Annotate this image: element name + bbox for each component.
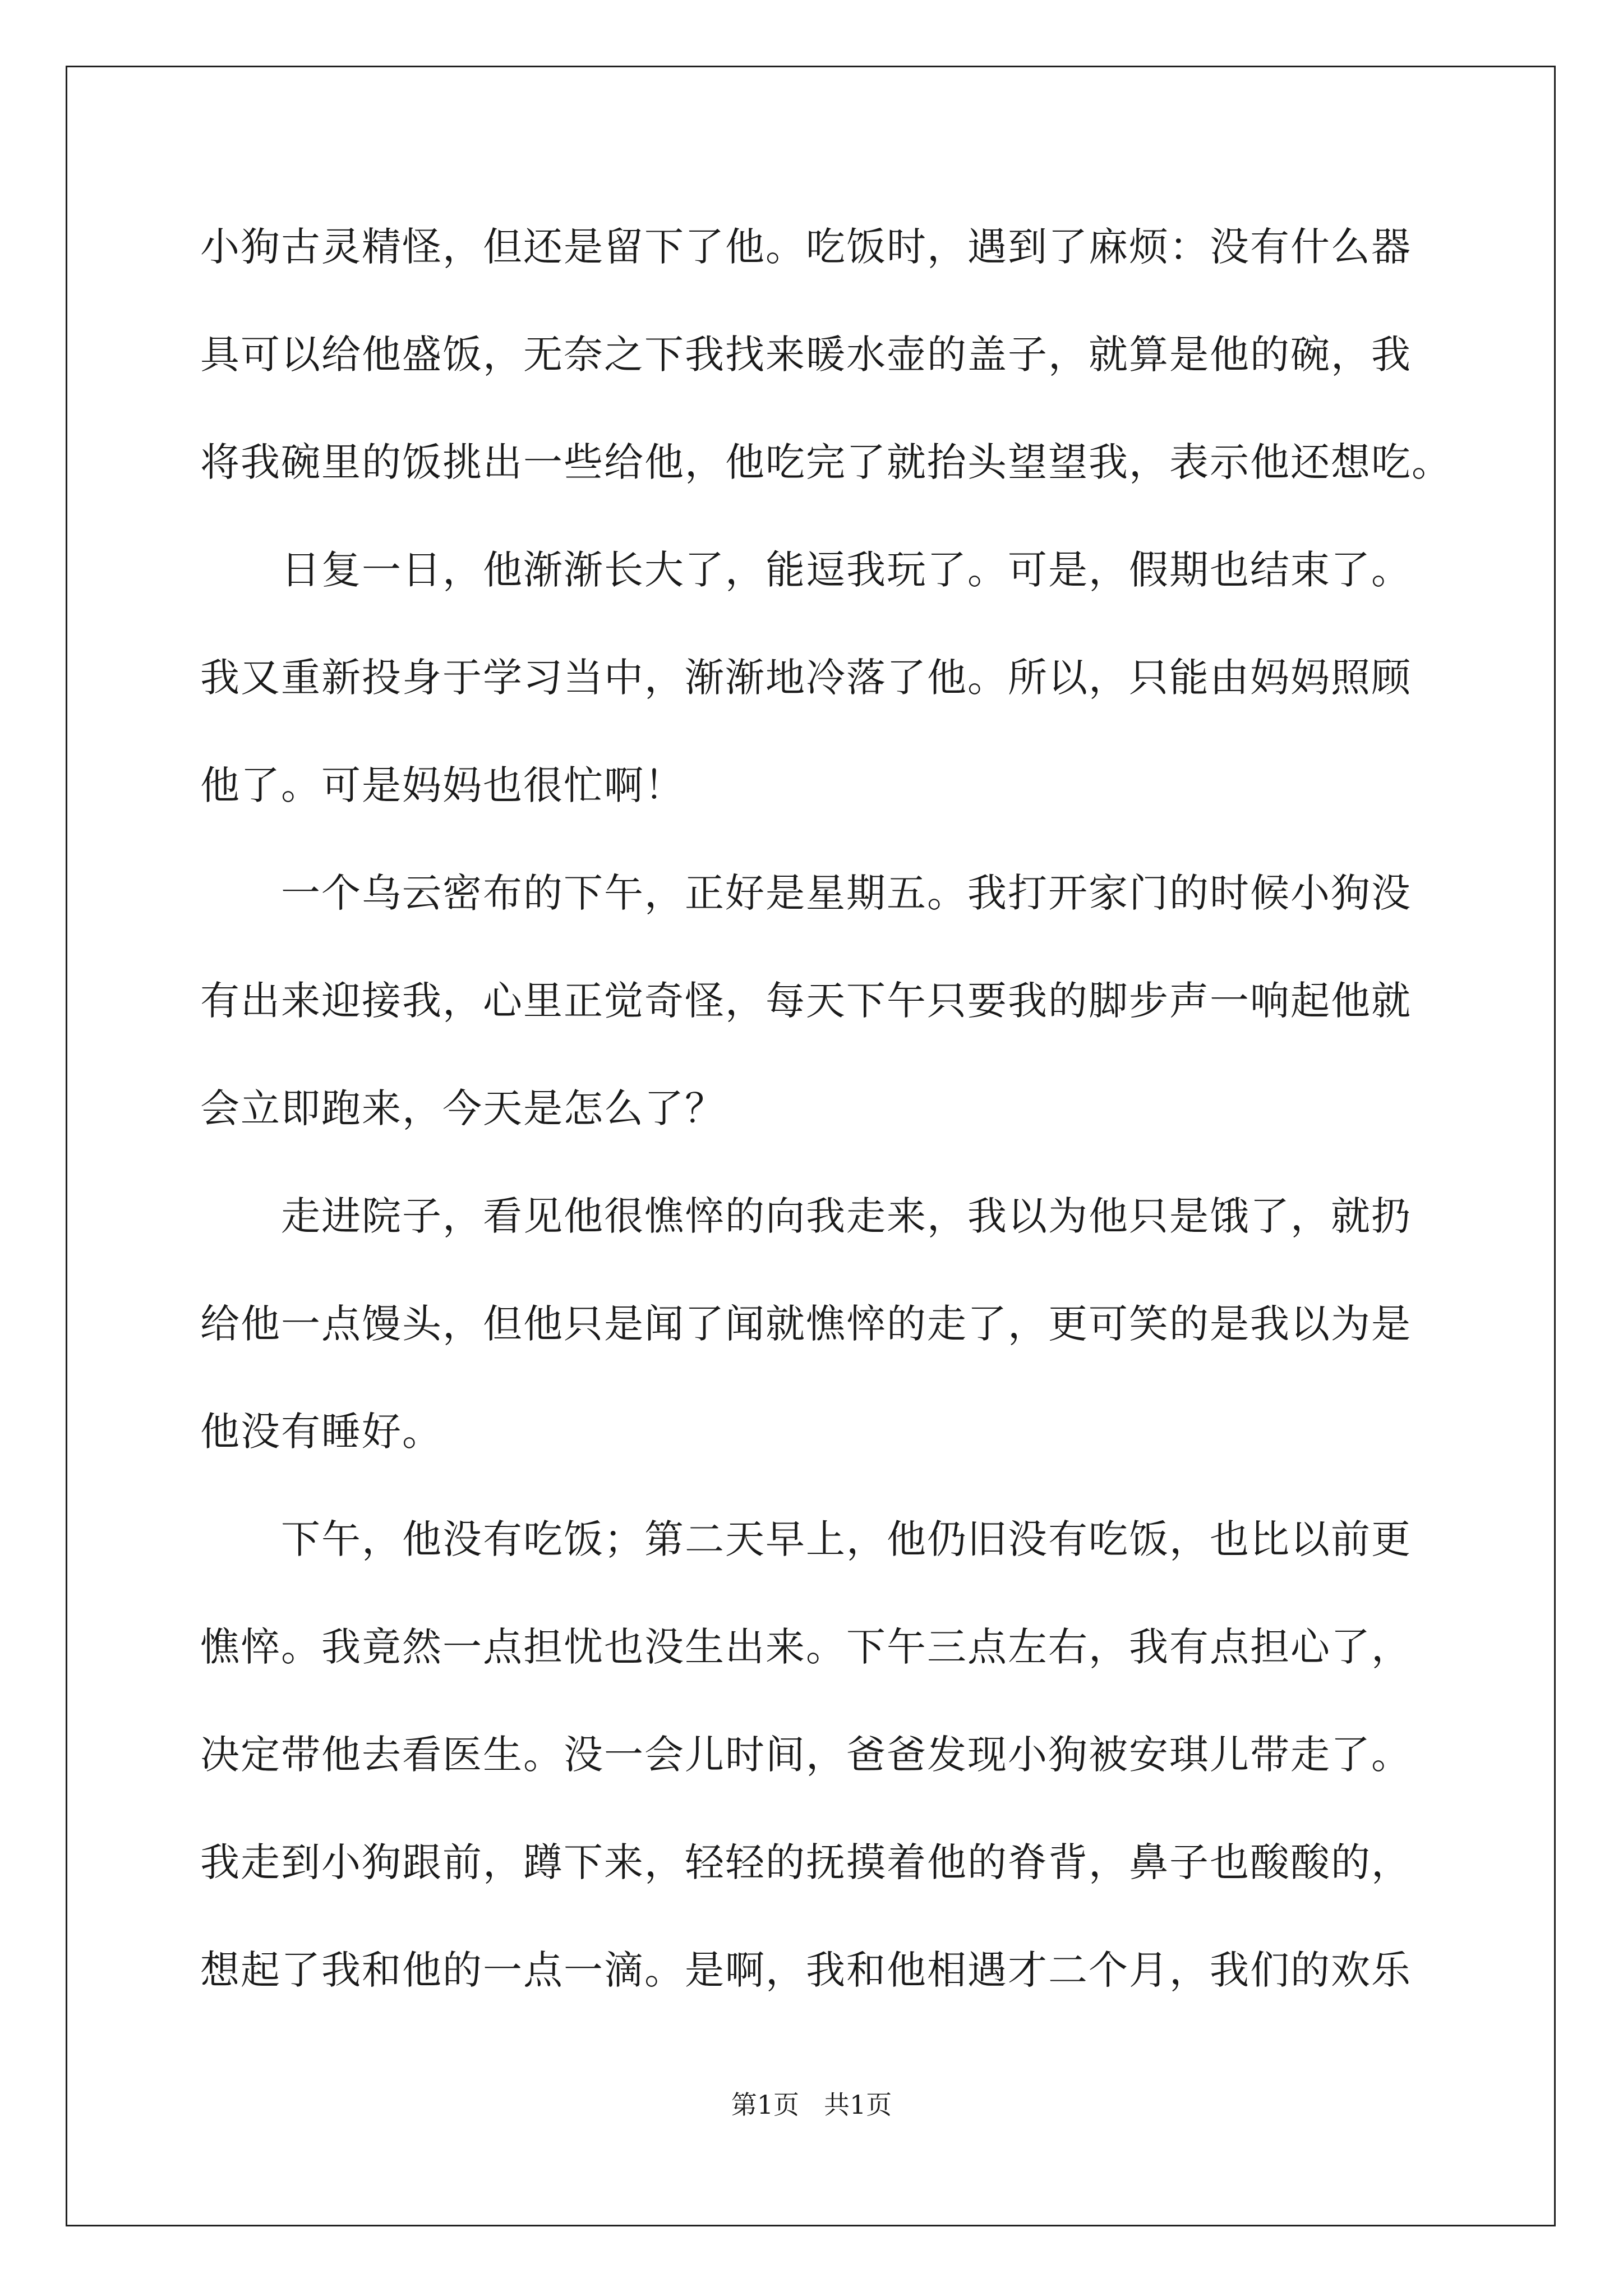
text-line: 有出来迎接我，心里正觉奇怪，每天下午只要我的脚步声一响起他就 — [200, 978, 1412, 1024]
text-line: 决定带他去看医生。没一会儿时间，爸爸发现小狗被安琪儿带走了。 — [200, 1732, 1412, 1778]
text-line: 将我碗里的饭挑出一些给他，他吃完了就抬头望望我，表示他还想吃。 — [200, 439, 1452, 485]
text-line: 我又重新投身于学习当中，渐渐地冷落了他。所以，只能由妈妈照顾 — [200, 655, 1412, 701]
text-line: 想起了我和他的一点一滴。是啊，我和他相遇才二个月，我们的欢乐 — [200, 1947, 1412, 1993]
document-body — [200, 219, 1452, 2050]
text-line: 我走到小狗跟前，蹲下来，轻轻的抚摸着他的脊背，鼻子也酸酸的， — [200, 1839, 1412, 1885]
text-line: 具可以给他盛饭，无奈之下我找来暖水壶的盖子，就算是他的碗，我 — [200, 332, 1412, 378]
text-line: 一个乌云密布的下午，正好是星期五。我打开家门的时候小狗没 — [200, 870, 1412, 916]
text-line: 他没有睡好。 — [200, 1409, 442, 1455]
page-number-total: 共1页 — [824, 2090, 892, 2120]
text-line: 下午，他没有吃饭；第二天早上，他仍旧没有吃饭，也比以前更 — [200, 1516, 1412, 1562]
page-number-current: 第1页 — [731, 2090, 799, 2120]
text-line: 日复一日，他渐渐长大了，能逗我玩了。可是，假期也结束了。 — [200, 547, 1412, 593]
text-line: 会立即跑来，今天是怎么了？ — [200, 1085, 725, 1131]
text-line: 走进院子，看见他很憔悴的向我走来，我以为他只是饿了，就扔 — [200, 1193, 1412, 1239]
text-line: 他了。可是妈妈也很忙啊！ — [200, 762, 685, 808]
text-line: 憔悴。我竟然一点担忧也没生出来。下午三点左右，我有点担心了， — [200, 1624, 1412, 1670]
text-line: 小狗古灵精怪，但还是留下了他。吃饭时，遇到了麻烦：没有什么器 — [200, 224, 1412, 270]
page-footer — [0, 2088, 1623, 2122]
text-line: 给他一点馒头，但他只是闻了闻就憔悴的走了，更可笑的是我以为是 — [200, 1301, 1412, 1347]
